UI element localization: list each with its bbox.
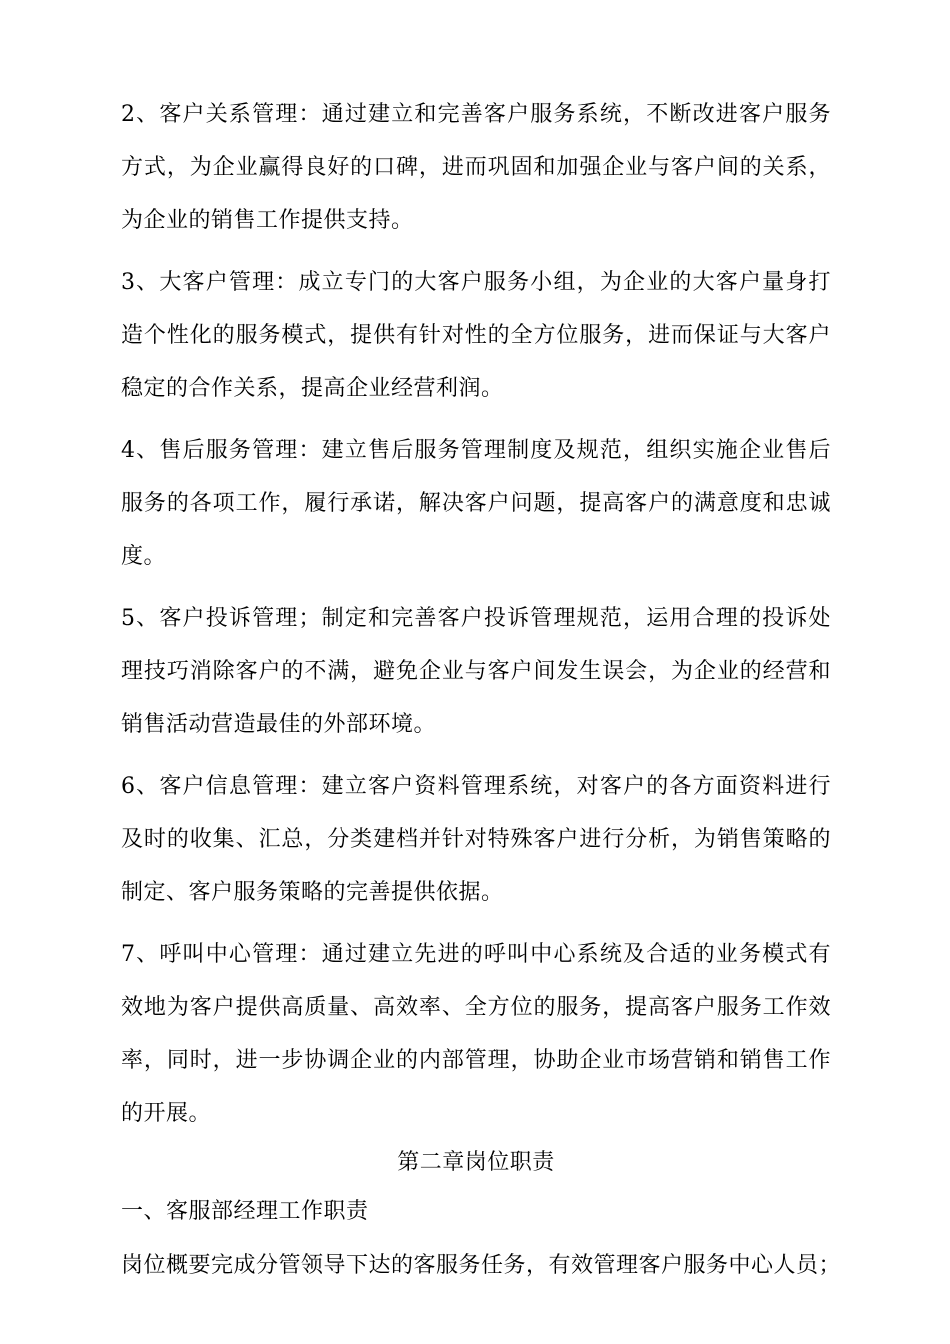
chapter-title: 第二章岗位职责 [397, 1150, 555, 1175]
section-title: 一、客服部经理工作职责 [121, 1199, 369, 1224]
paragraph-complaints: 5、客户投诉管理；制定和完善客户投诉管理规范，运用合理的投诉处理技巧消除客户的不满，避免企业与客户间发生误会，为企业的经营和销售活动营造最佳的外部环境。 [121, 606, 831, 737]
paragraph-call-center: 7、呼叫中心管理：通过建立先进的呼叫中心系统及合适的业务模式有效地为客户提供高质量、高效率、全方位的服务，提高客户服务工作效率，同时，进一步协调企业的内部管理，协助企业市场营销和销售工作的开展。 [121, 942, 831, 1126]
paragraph-customer-info: 6、客户信息管理：建立客户资料管理系统，对客户的各方面资料进行及时的收集、汇总，分类建档并针对特殊客户进行分析，为销售策略的制定、客户服务策略的完善提供依据。 [121, 774, 831, 905]
paragraph-after-sales: 4、售后服务管理：建立售后服务管理制度及规范，组织实施企业售后服务的各项工作，履行承诺，解决客户问题，提高客户的满意度和忠诚度。 [121, 438, 831, 569]
paragraph-customer-relations: 2、客户关系管理：通过建立和完善客户服务系统，不断改进客户服务方式，为企业赢得良好的口碑，进而巩固和加强企业与客户间的关系，为企业的销售工作提供支持。 [121, 102, 831, 233]
paragraph-job-summary: 岗位概要完成分管领导下达的客服务任务，有效管理客户服务中心人员； [121, 1253, 842, 1278]
document-body [121, 88, 842, 1294]
paragraph-key-accounts: 3、大客户管理：成立专门的大客户服务小组，为企业的大客户量身打造个性化的服务模式，提供有针对性的全方位服务，进而保证与大客户稳定的合作关系，提高企业经营利润。 [121, 270, 831, 401]
